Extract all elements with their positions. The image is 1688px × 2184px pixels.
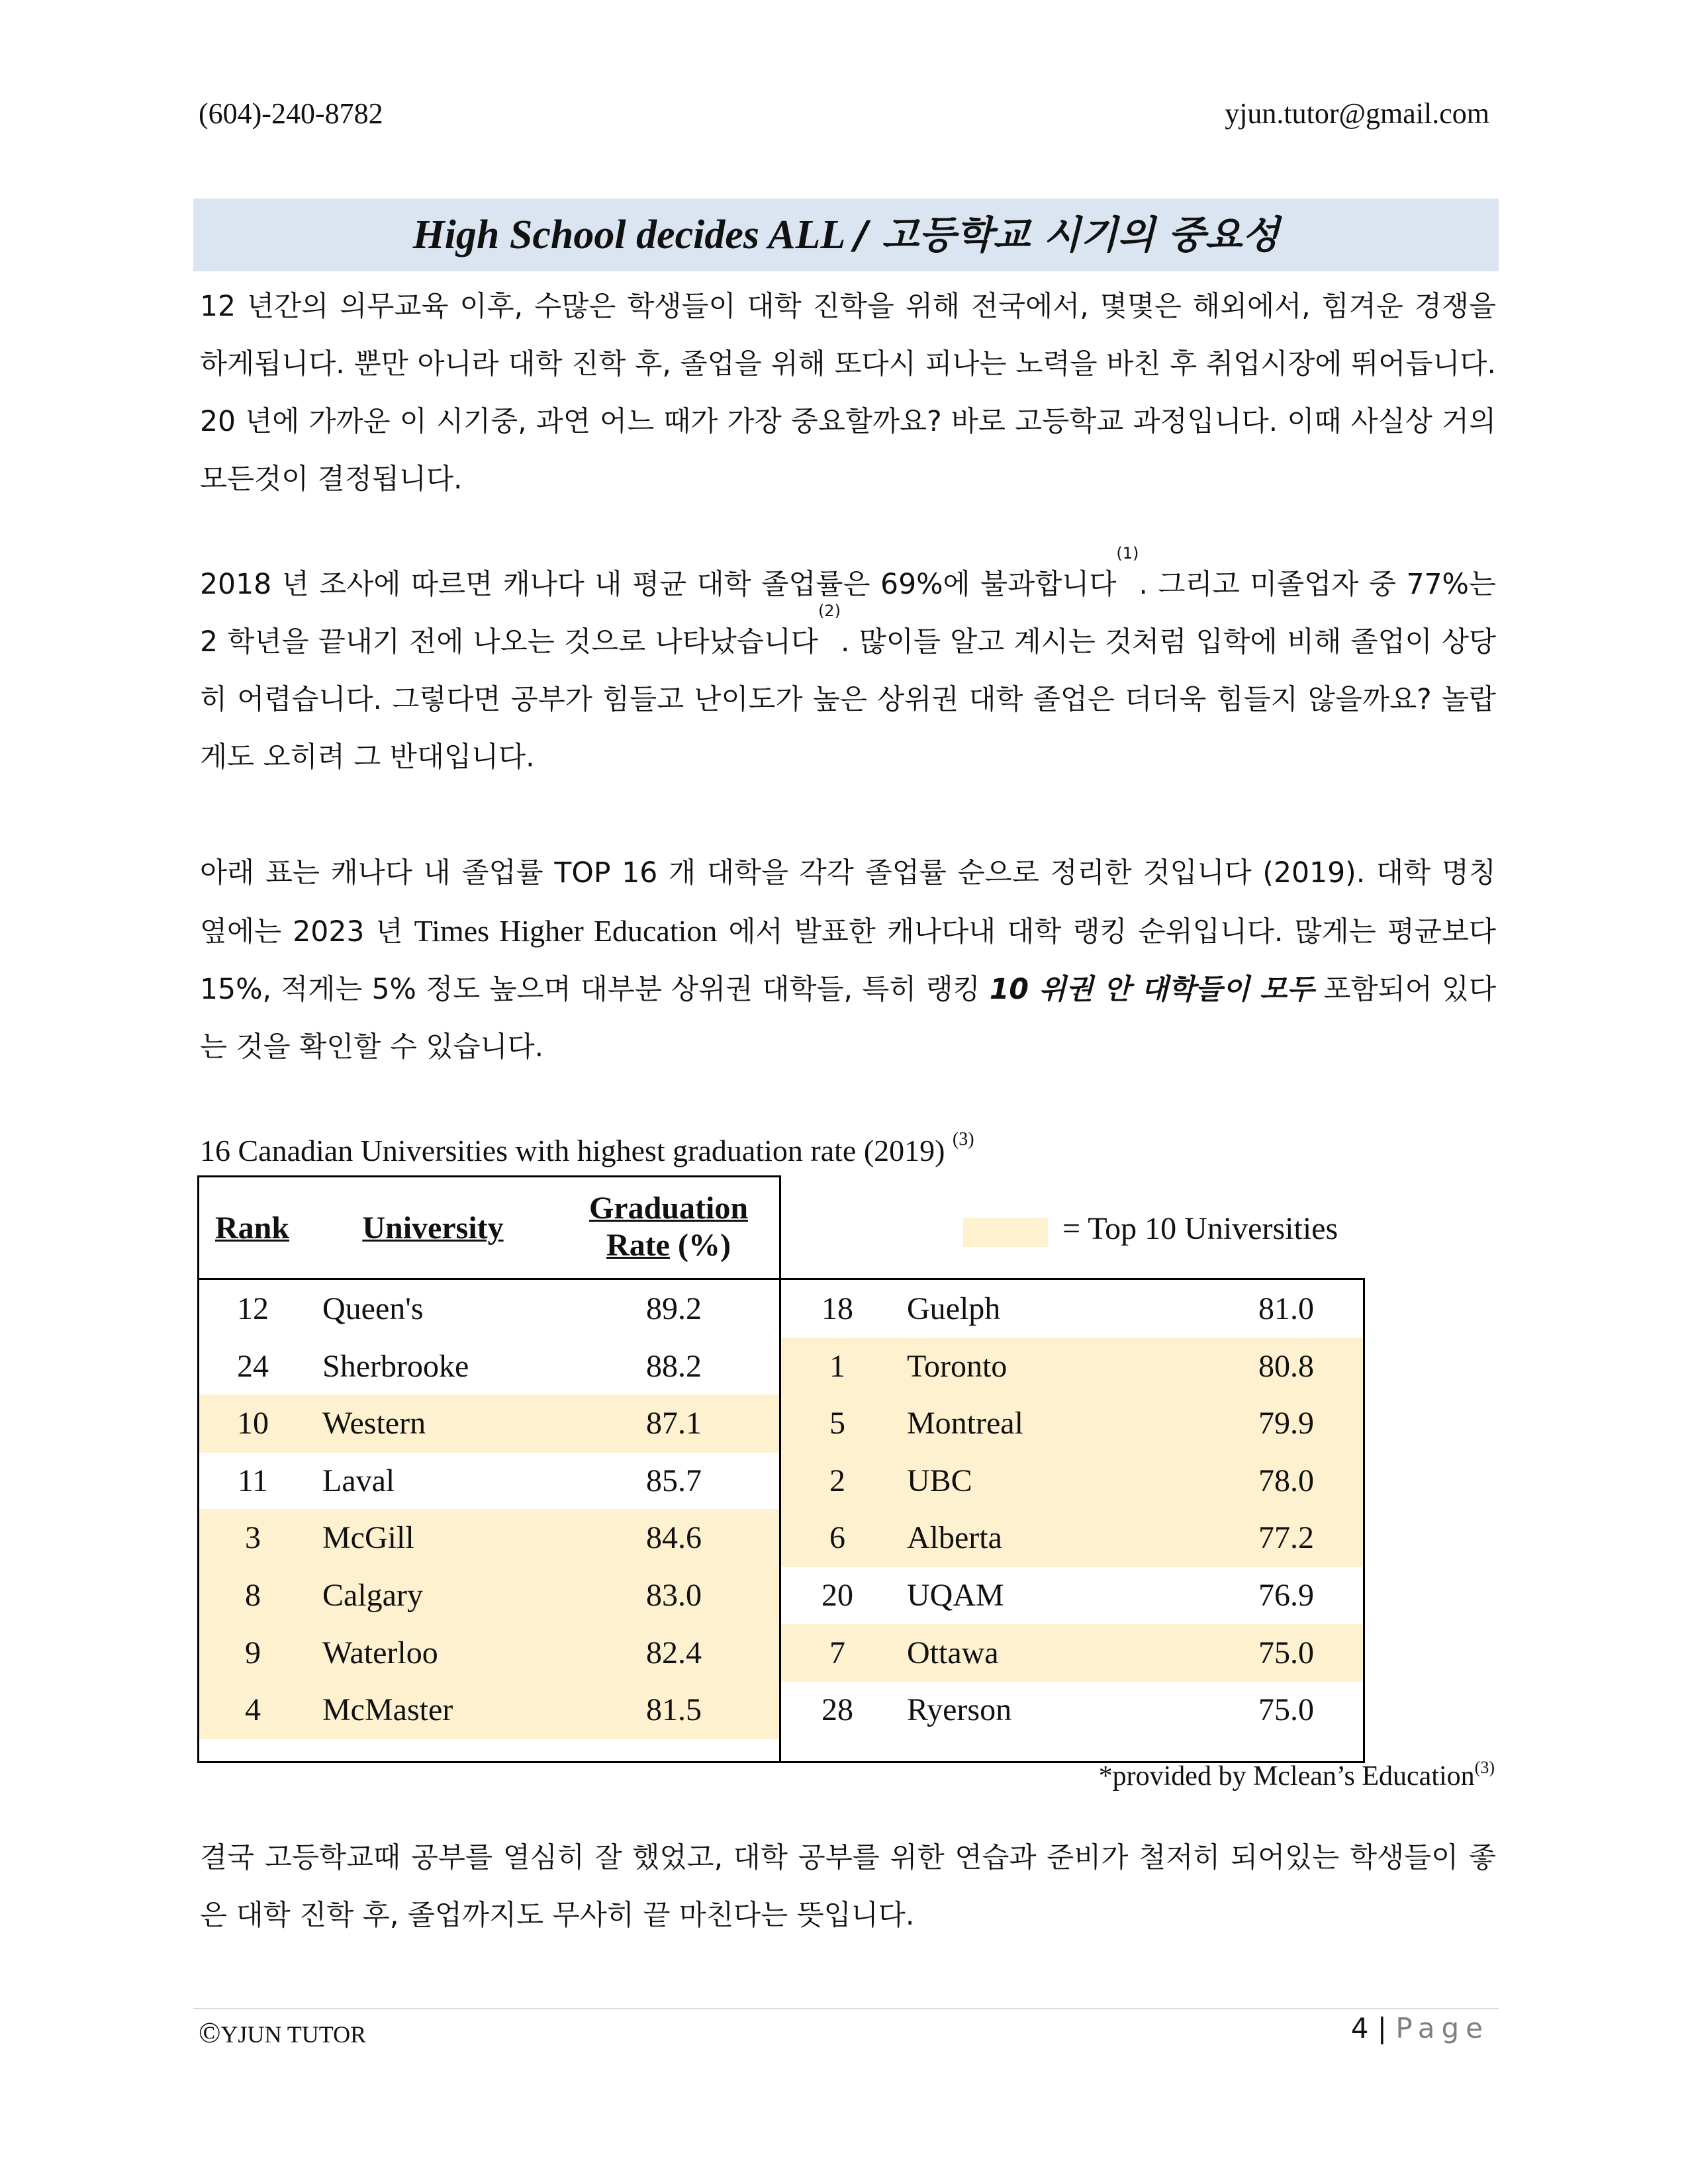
times-higher-education: Times Higher Education	[414, 914, 718, 948]
caption-text: 16 Canadian Universities with highest graduation rate (2019)	[200, 1134, 953, 1167]
cell-university: Western	[322, 1406, 426, 1441]
cell-rate: 84.6	[646, 1520, 702, 1556]
cell-rank: 7	[829, 1635, 845, 1670]
table-source: *provided by Mclean’s Education$^{(3)}$	[1098, 1758, 1495, 1792]
cell-university: Alberta	[907, 1520, 1002, 1556]
cell-rate: 81.0	[1258, 1291, 1314, 1326]
caption-ref: (3)	[952, 1129, 974, 1150]
paragraph-conclusion: 결국 고등학교때 공부를 열심히 잘 했었고, 대학 공부를 위한 연습과 준비가 철저히 되어있는 학생들이 좋은 대학 진학 후, 졸업까지도 무사히 끝 마친다는 뜻입니다.	[200, 1842, 1496, 1932]
header-email: yjun.tutor@gmail.com	[1225, 97, 1489, 130]
header-university: University	[362, 1210, 504, 1246]
footer-rule	[193, 2008, 1499, 2009]
cell-rate: 82.4	[646, 1635, 702, 1670]
paragraph-table-intro	[200, 844, 1496, 1076]
p2-part-b: . 그리고 미졸업자 중 77%는 2 학년을 끝내기 전에 나오는 것으로 나타났습니다	[200, 569, 1496, 659]
footnote-ref-2: (2)	[818, 602, 841, 620]
cell-university: Sherbrooke	[322, 1348, 469, 1384]
page-title	[193, 199, 1499, 271]
cell-university: Waterloo	[322, 1635, 438, 1670]
cell-rank: 8	[245, 1578, 261, 1613]
table-caption	[200, 1129, 974, 1168]
cell-rank: 10	[237, 1406, 269, 1441]
cell-rate: 81.5	[646, 1692, 702, 1728]
cell-rate: 83.0	[646, 1578, 702, 1613]
cell-rate: 77.2	[1258, 1520, 1314, 1556]
cell-rate: 78.0	[1258, 1463, 1314, 1498]
cell-rate: 79.9	[1258, 1406, 1314, 1441]
title-korean: / 고등학교 시기의 중요성	[854, 212, 1280, 257]
footnote-ref-1: (1)	[1116, 544, 1139, 563]
p2-part-a: 2018 년 조사에 따르면 캐나다 내 평균 대학 졸업률은 69%에 불과합니다	[200, 569, 1117, 601]
cell-rate: 89.2	[646, 1291, 702, 1326]
cell-rate: 75.0	[1258, 1692, 1314, 1728]
cell-university: Queen's	[322, 1291, 424, 1326]
cell-rate: 80.8	[1258, 1348, 1314, 1384]
cell-rank: 18	[821, 1291, 853, 1326]
cell-rate: 87.1	[646, 1406, 702, 1441]
cell-rank: 5	[829, 1406, 845, 1441]
cell-university: UBC	[907, 1463, 972, 1498]
footer-page-number: 4 | Page	[1350, 2012, 1489, 2044]
cell-rank: 2	[829, 1463, 845, 1498]
cell-university: Toronto	[907, 1348, 1008, 1384]
legend-text: = Top 10 Universities	[1062, 1211, 1338, 1246]
title-english: High School decides ALL	[412, 212, 855, 257]
cell-rank: 11	[237, 1463, 269, 1498]
cell-university: UQAM	[907, 1578, 1004, 1613]
p3-part-c: 포함되어 있다는 것을 확인할 수 있습니다.	[200, 974, 1497, 1064]
header-graduation-rate: Graduation Rate (%)	[588, 1191, 749, 1263]
cell-rank: 3	[245, 1520, 261, 1556]
cell-university: Ryerson	[907, 1692, 1012, 1728]
p2-part-c: . 많이들 알고 계시는 것처럼 입학에 비해 졸업이 상당히 어렵습니다. 그렇다면 공부가 힘들고 난이도가 높은 상위권 대학 졸업은 더더욱 힘들지 않을까요? 놀랍게도 오히려 그 반대입니다.	[200, 626, 1496, 774]
cell-university: McMaster	[322, 1692, 453, 1728]
cell-rank: 9	[245, 1635, 261, 1670]
header-phone: (604)-240-8782	[199, 97, 383, 130]
cell-university: Montreal	[907, 1406, 1023, 1441]
cell-rank: 12	[237, 1291, 269, 1326]
paragraph-graduation-stats	[200, 544, 1496, 786]
cell-rate: 88.2	[646, 1348, 702, 1384]
cell-university: Ottawa	[907, 1635, 999, 1670]
cell-university: Guelph	[907, 1291, 1001, 1326]
legend-swatch	[963, 1218, 1048, 1247]
cell-university: Laval	[322, 1463, 395, 1498]
p3-part-a: 아래 표는 캐나다 내 졸업률 TOP 16 개 대학을 각각 졸업률 순으로 정리한 것입니다 (2019). 대학 명칭 옆에는 2023 년	[200, 857, 1496, 948]
footer-brand: ©YJUN TUTOR	[199, 2017, 367, 2049]
cell-rate: 75.0	[1258, 1635, 1314, 1670]
cell-rank: 6	[829, 1520, 845, 1556]
top10-emphasis: 10 위권 안 대학들이 모두	[989, 974, 1315, 1006]
cell-rank: 28	[821, 1692, 853, 1728]
cell-rate: 85.7	[646, 1463, 702, 1498]
cell-university: Calgary	[322, 1578, 423, 1613]
cell-rank: 4	[245, 1692, 261, 1728]
p3-part-b: 에서 발표한 캐나다내 대학 랭킹 순위입니다. 많게는 평균보다 15%, 적게는 5% 정도 높으며 대부분 상위권 대학들, 특히 랭킹	[200, 916, 1496, 1006]
cell-rank: 20	[821, 1578, 853, 1613]
cell-university: McGill	[322, 1520, 414, 1556]
cell-rank: 24	[237, 1348, 269, 1384]
paragraph-intro: 12 년간의 의무교육 이후, 수많은 학생들이 대학 진학을 위해 전국에서, 몇몇은 해외에서, 힘겨운 경쟁을 하게됩니다. 뿐만 아니라 대학 진학 후, 졸업을 위해 또다시 피나는 노력을 바친 후 취업시장에 뛰어듭니다. 20 년에 가까운 이 시기중, 과연 어느 때가 가장 중요할까요? 바로 고등학교 과정입니다. 이때 사실상 거의 모든것이 결정됩니다.	[200, 291, 1496, 496]
header-rank: Rank	[214, 1210, 290, 1246]
cell-rate: 76.9	[1258, 1578, 1314, 1613]
cell-rank: 1	[829, 1348, 845, 1384]
